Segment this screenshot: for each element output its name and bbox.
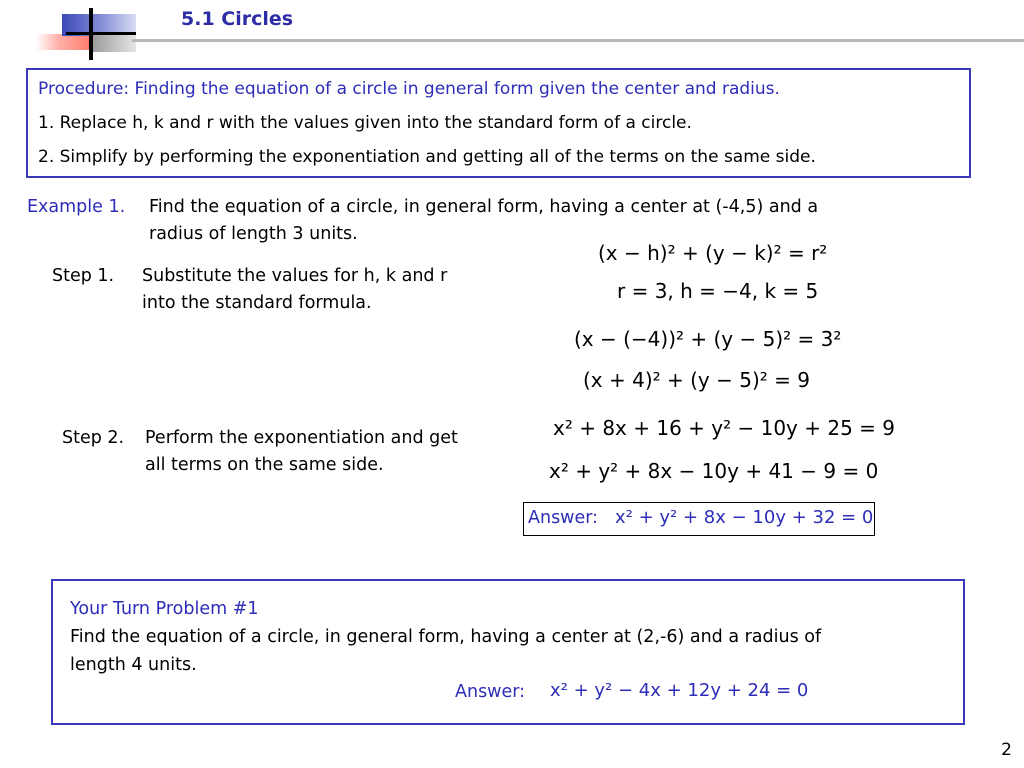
equation-collected: x² + y² + 8x − 10y + 41 − 9 = 0 [549, 459, 879, 483]
step-2-text-line-1: Perform the exponentiation and get [145, 428, 458, 448]
your-turn-answer-equation: x² + y² − 4x + 12y + 24 = 0 [550, 680, 809, 701]
page-title: 5.1 Circles [181, 8, 294, 30]
your-turn-text-line-2: length 4 units. [70, 655, 197, 675]
step-1-text-line-1: Substitute the values for h, k and r [142, 266, 448, 286]
your-turn-text-line-1: Find the equation of a circle, in general form, having a center at (2,-6) and a radius of [70, 627, 822, 647]
logo-horizontal-line [66, 32, 136, 35]
procedure-step-1: 1. Replace h, k and r with the values given into the standard form of a circle. [38, 113, 692, 133]
example-text-line-2: radius of length 3 units. [149, 224, 358, 244]
answer-label: Answer: [528, 508, 599, 528]
page-number: 2 [1001, 740, 1012, 760]
procedure-title: Procedure: Finding the equation of a circle in general form given the center and radius. [38, 79, 780, 99]
logo-gray-bar [92, 34, 136, 52]
equation-substituted: (x − (−4))² + (y − 5)² = 3² [574, 327, 842, 351]
your-turn-title: Your Turn Problem #1 [70, 599, 259, 619]
step-2-label: Step 2. [62, 428, 125, 448]
example-text-line-1: Find the equation of a circle, in general form, having a center at (-4,5) and a [149, 197, 819, 217]
example-label: Example 1. [27, 197, 126, 217]
logo-red-bar [36, 34, 92, 50]
your-turn-answer-label: Answer: [455, 682, 526, 702]
answer-box [523, 502, 875, 536]
step-2-text-line-2: all terms on the same side. [145, 455, 384, 475]
equation-expanded: x² + 8x + 16 + y² − 10y + 25 = 9 [553, 416, 896, 440]
answer-equation: x² + y² + 8x − 10y + 32 = 0 [615, 507, 874, 528]
header-rule [132, 39, 1024, 42]
procedure-step-2: 2. Simplify by performing the exponentiation and getting all of the terms on the same side. [38, 147, 816, 167]
your-turn-box [51, 579, 965, 725]
equation-standard-form: (x − h)² + (y − k)² = r² [598, 241, 828, 265]
step-1-label: Step 1. [52, 266, 115, 286]
procedure-box [26, 68, 971, 178]
equation-simplified: (x + 4)² + (y − 5)² = 9 [583, 368, 810, 392]
step-1-text-line-2: into the standard formula. [142, 293, 372, 313]
equation-values: r = 3, h = −4, k = 5 [617, 279, 819, 303]
